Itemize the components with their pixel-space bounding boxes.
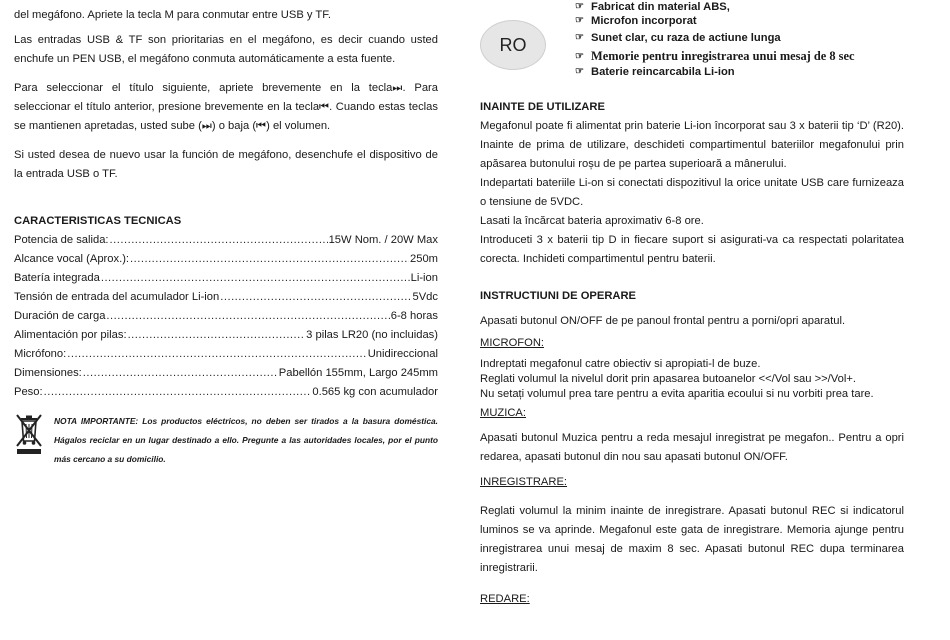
spec-label: Alimentación por pilas: [14,329,127,341]
spec-row [14,364,438,383]
before-use-paragraph: Megafonul poate fi alimentat prin baterie Li-ion încorporat sau 3 x baterii tip ‘D’ (R20). Inainte de prima de utilizare, deschideti compartimentul bateriilor megafonului prin apăsarea butonului roșu de pe partea superioară a mânerului. [480,120,904,170]
paragraph-usb-priority: Las entradas USB & TF son prioritarias en el megáfono, es decir cuando usted enchufe un PEN USB, el megáfono conmuta automáticamente a esta fuente. [14,34,438,65]
spec-value: 250m [410,253,438,265]
spec-leader [110,231,328,250]
feature-text: Microfon incorporat [591,15,697,27]
spec-label: Batería integrada [14,272,100,284]
spec-value: Pabellón 155mm, Largo 245mm [278,367,438,379]
right-column [480,98,904,609]
recording-paragraph: Reglati volumul la minim inainte de inregistrare. Apasati butonul REC si indicatorul luminos se va aprinde. Megafonul este gata de inregistrare. Memoria ajunge pentru inregistrarea unui mesaj de maxim 8 sec. Apasati butonul REC dupa terminarea inregistrarii. [480,505,904,574]
feature-list [575,0,854,79]
pointing-hand-icon: ☞ [575,51,584,62]
language-badge [480,20,546,70]
spec-label: Tensión de entrada del acumulador Li-ion [14,291,220,303]
language-code: RO [499,34,527,55]
operating-paragraph: Apasati butonul ON/OFF de pe panoul frontal pentru a porni/opri aparatul. [480,315,846,327]
spec-row [14,345,438,364]
spec-value: 0.565 kg con acumulador [312,386,438,398]
feature-text: Memorie pentru inregistrarea unui mesaj de 8 sec [591,49,855,63]
feature-item [575,28,854,48]
recycling-note [14,412,438,469]
spec-row [14,326,438,345]
note-text: NOTA IMPORTANTE: Los productos eléctricos, no deben ser tirados a la basura doméstica. Hágalos reciclar en un lugar destinado a ello. Pregunte a las autoridades locales, por el punto más cercano a su domicilio. [54,416,438,464]
spec-leader [83,364,278,383]
spec-leader [101,269,410,288]
feature-text: Fabricat din material ABS, [591,1,730,13]
pointing-hand-icon: ☞ [575,1,584,12]
section-title-recording: INREGISTRARE: [480,476,568,488]
feature-text: Sunet clar, cu raza de actiune lunga [591,32,781,44]
spec-value: Unidireccional [367,348,438,360]
before-use-paragraph: Indepartati bateriile Li-on si conectati dispozitivul la orice unitate USB care furnizeaza o tensiune de 5VDC. [480,177,904,208]
spec-leader [67,345,366,364]
spec-leader [44,383,312,402]
paragraph-usb-tf-switch: del megáfono. Apriete la tecla M para conmutar entre USB y TF. [14,9,331,21]
spec-value: 15W Nom. / 20W Max [328,234,438,246]
crossed-bin-icon [14,412,44,456]
spec-label: Duración de carga [14,310,106,322]
pointing-hand-icon: ☞ [575,66,584,77]
section-title-operating: INSTRUCTIUNI DE OPERARE [480,290,637,302]
pointing-hand-icon: ☞ [575,32,584,43]
feature-item [575,14,854,28]
microphone-line: Reglati volumul la nivelul dorit prin apasarea butoanelor <</Vol sau >>/Vol+. [480,373,856,385]
paragraph-megaphone-return: Si usted desea de nuevo usar la función de megáfono, desenchufe el dispositivo de la entrada USB o TF. [14,149,438,180]
spec-leader [106,307,389,326]
spec-value: Li-ion [410,272,438,284]
before-use-paragraph: Lasati la încărcat bateria aproximativ 6-8 ore. [480,215,704,227]
spec-label: Potencia de salida: [14,234,109,246]
spec-label: Micrófono: [14,348,67,360]
microphone-instructions [480,357,904,402]
spec-label: Alcance vocal (Aprox.): [14,253,130,265]
left-column [14,0,438,469]
spec-value: 3 pilas LR20 (no incluidas) [306,329,438,341]
spec-label: Dimensiones: [14,367,82,379]
section-title-playback: REDARE: [480,593,530,605]
spec-leader [128,326,306,345]
pointing-hand-icon: ☞ [575,15,584,26]
microphone-line: Indreptati megafonul catre obiectiv si apropiati-l de buze. [480,358,761,370]
spec-row [14,269,438,288]
spec-row [14,288,438,307]
spec-row [14,250,438,269]
music-paragraph: Apasati butonul Muzica pentru a reda mesajul inregistrat pe megafon.. Pentru a opri redarea, apasati butonul din nou sau apasati butonul ON/OFF. [480,432,904,463]
section-title-before-use: INAINTE DE UTILIZARE [480,101,605,113]
spec-leader [220,288,411,307]
feature-item [575,65,854,79]
feature-item [575,0,854,14]
paragraph-track-select: Para seleccionar el título siguiente, apriete brevemente en la tecla⏭. Para seleccionar el título anterior, presione brevemente en la tecla⏮. Cuando estas teclas se mantienen apretadas, usted sube (⏭) o baja (⏮) el volumen. [14,82,438,132]
spec-row [14,307,438,326]
feature-text: Baterie reincarcabila Li-ion [591,66,735,78]
spec-value: 5Vdc [412,291,438,303]
spec-leader [130,250,409,269]
specs-list [14,231,438,402]
microphone-line: Nu setați volumul prea tare pentru a evita aparitia ecoului si nu vorbiti prea tare. [480,388,874,400]
spec-label: Peso: [14,386,43,398]
spec-value: 6-8 horas [390,310,438,322]
section-title-music: MUZICA: [480,407,526,419]
section-title-microphone: MICROFON: [480,337,545,349]
spec-row [14,383,438,402]
specs-title: CARACTERISTICAS TECNICAS [14,215,182,227]
before-use-paragraph: Introduceti 3 x baterii tip D in fiecare suport si asigurati-va ca respectati polaritatea corecta. Inchideti compartimentul pentru baterii. [480,234,904,265]
feature-item [575,48,854,65]
spec-row [14,231,438,250]
